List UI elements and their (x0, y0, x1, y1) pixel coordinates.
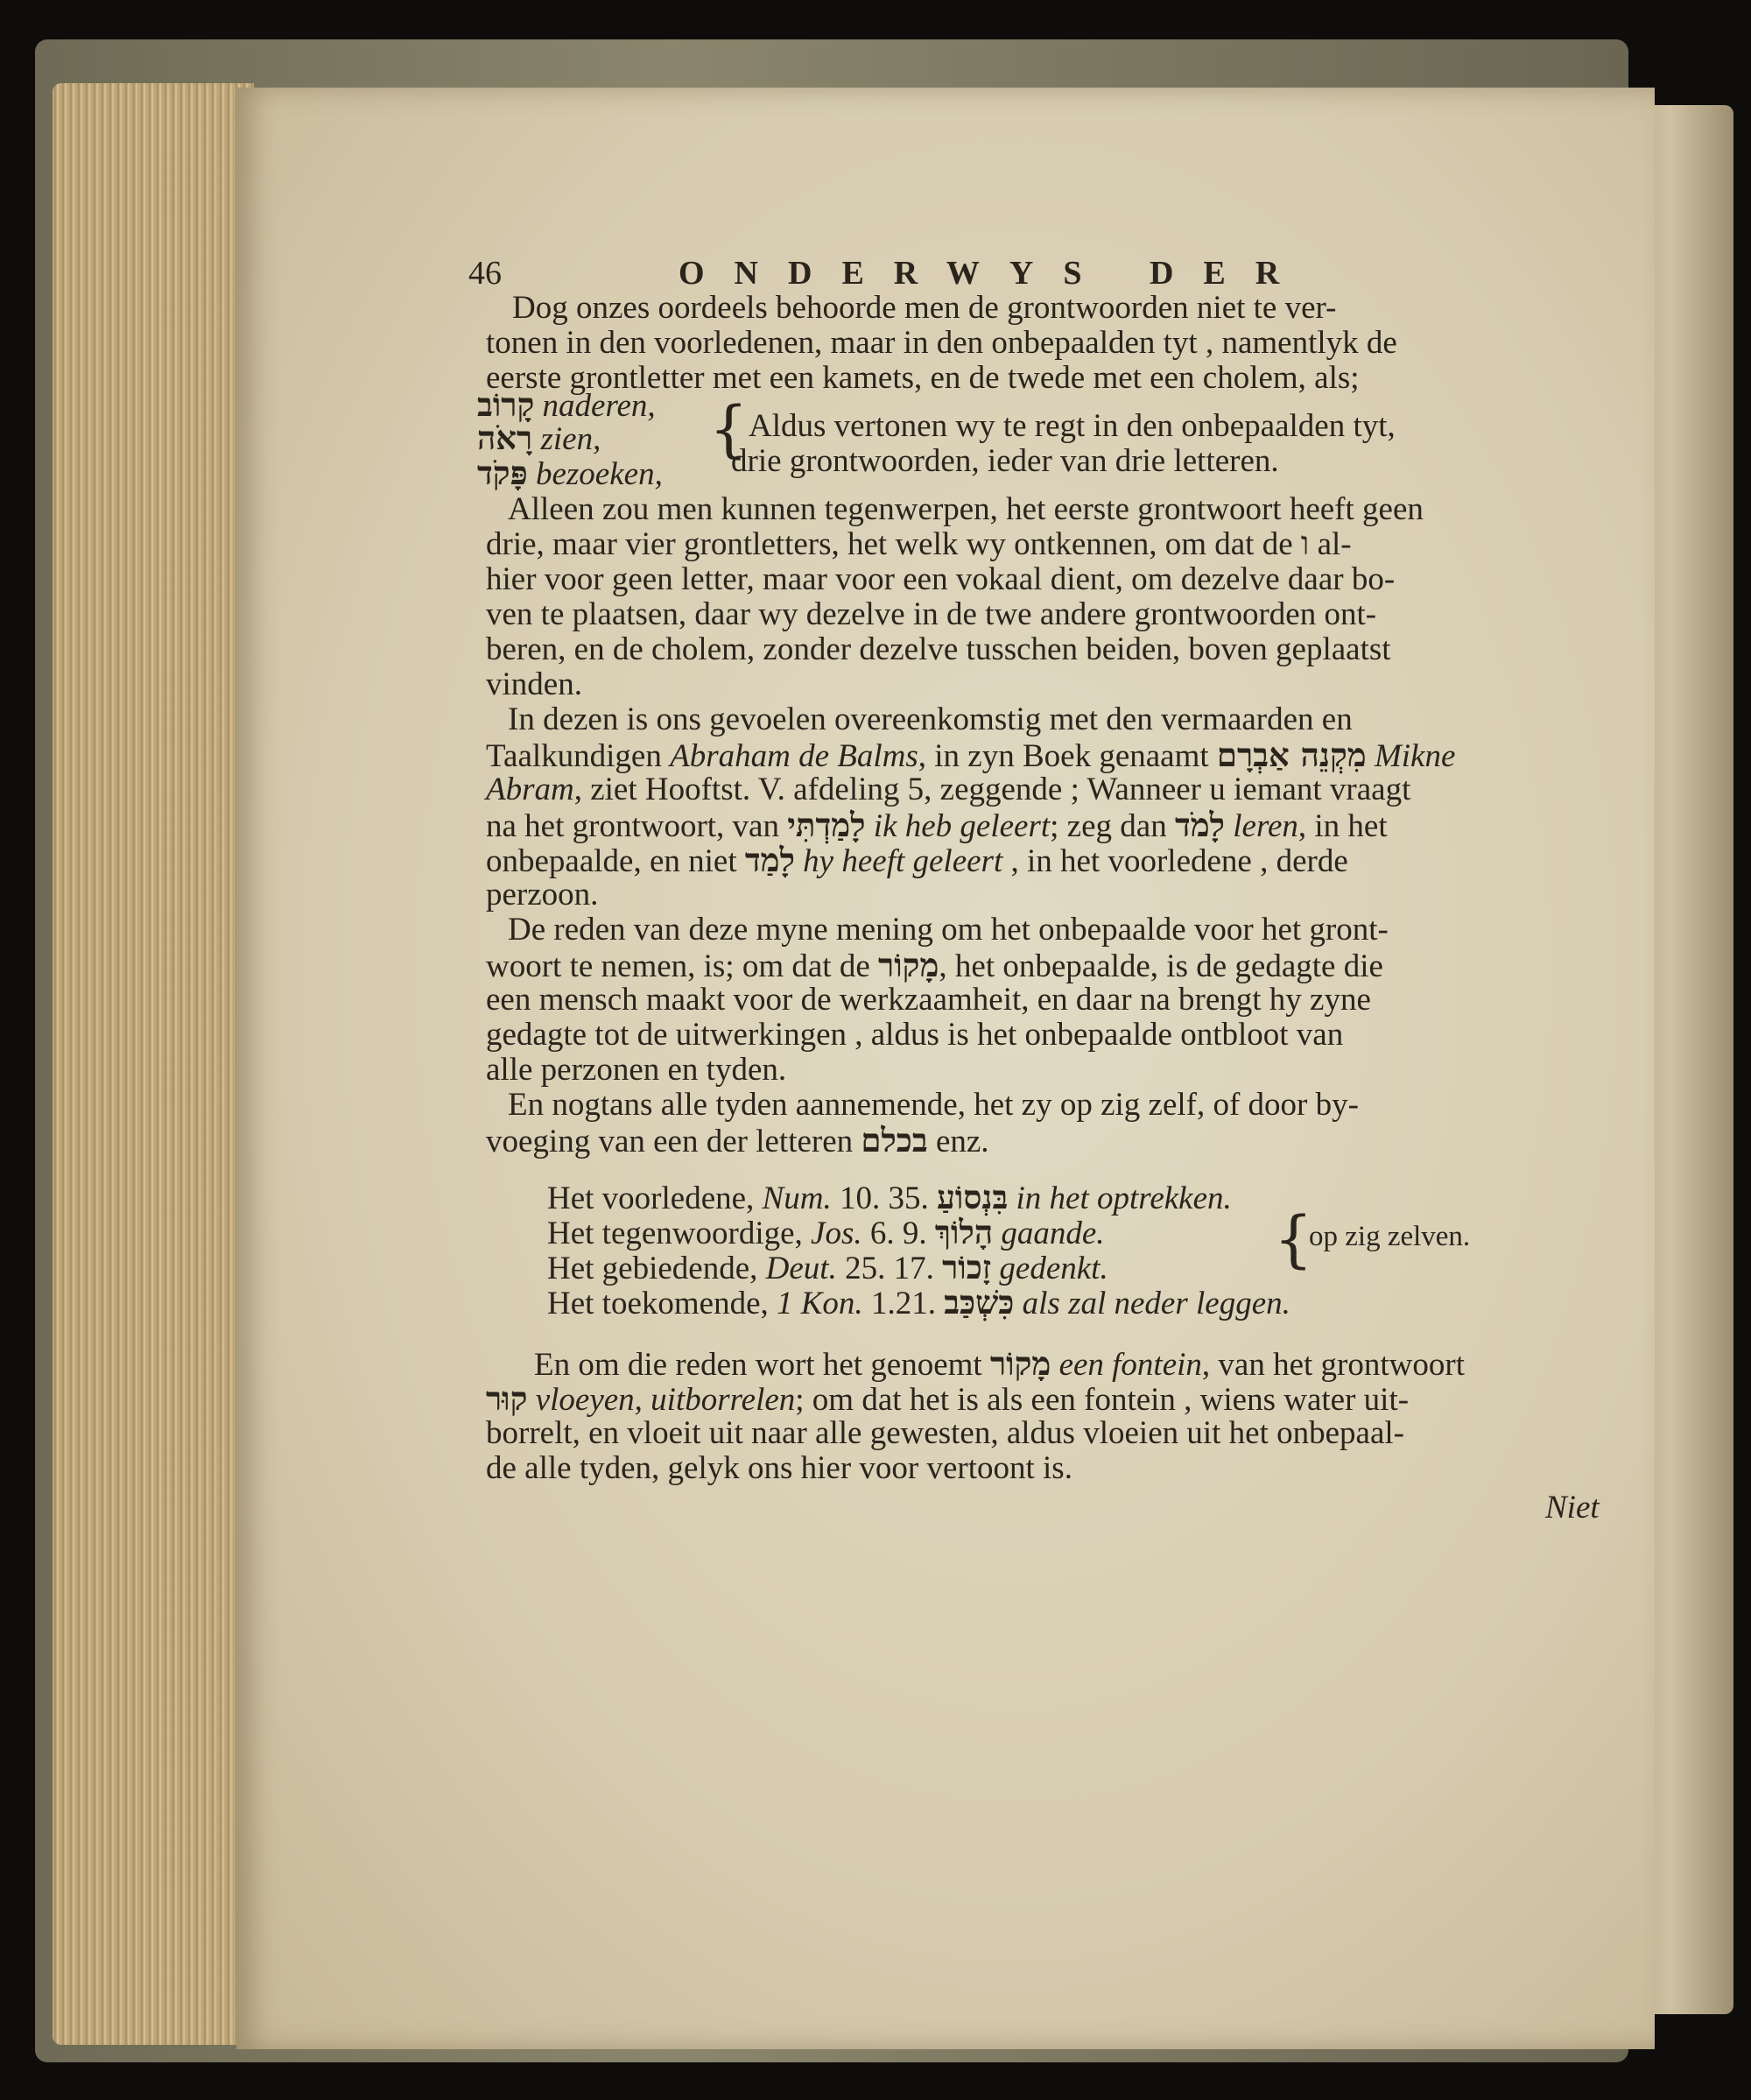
text-line: woort te nemen, is; om dat de מָקוֹר, het onbepaalde, is de gedagte die (486, 946, 1383, 984)
text-line: op zig zelven. (1309, 1221, 1471, 1252)
text-line: drie grontwoorden, ieder van drie letteren. (731, 443, 1279, 479)
book-page (236, 88, 1655, 2049)
text-line: vinden. (486, 666, 582, 702)
hebrew-word: מִקְנֵה אַבְרָם (1216, 736, 1367, 774)
text-line: de alle tyden, gelyk ons hier voor vertoont is. (486, 1450, 1072, 1486)
catchword: Niet (1545, 1490, 1600, 1526)
example-row: Het tegenwoordige, Jos. 6. 9. הָלוֹךְ gaande. (547, 1213, 1105, 1251)
text-line: alle perzonen en tyden. (486, 1052, 787, 1088)
text-line: De reden van deze myne mening om het onbepaalde voor het gront- (508, 912, 1389, 948)
text-line: drie, maar vier grontletters, het welk wy ontkennen, om dat de ו al- (486, 526, 1352, 562)
gloss: naderen, (542, 388, 656, 424)
text-line: gedagte tot de uitwerkingen , aldus is het onbepaalde ontbloot van (486, 1017, 1344, 1053)
text-line: קוּר vloeyen, uitborrelen; om dat het is als een fontein , wiens water uit- (486, 1379, 1410, 1418)
gloss: zien, (540, 421, 601, 457)
author-name: Abraham de Balms (670, 738, 918, 774)
text-line: voeging van een der letteren בכלם enz. (486, 1121, 989, 1159)
example-row: Het toekomende, 1 Kon. 1.21. כִּשְׁכַּב als zal neder leggen. (547, 1283, 1290, 1321)
example-row (477, 454, 663, 494)
hebrew-word: הָלוֹךְ (934, 1213, 994, 1251)
hebrew-word: זָכוֹר (942, 1248, 992, 1286)
gloss: bezoeken, (535, 456, 663, 492)
text-line: Aldus vertonen wy te regt in den onbepaalden tyt, (749, 408, 1396, 444)
hebrew-word: מָקוֹר (989, 1344, 1051, 1383)
text-line: Dog onzes oordeels behoorde men de grontwoorden niet te ver- (512, 290, 1337, 326)
hebrew-word: קוּר (486, 1379, 528, 1418)
hebrew-word: קָרוֹב (477, 385, 535, 424)
hebrew-word: בכלם (861, 1121, 928, 1159)
text-line: Abram, ziet Hooftst. V. afdeling 5, zeggende ; Wanneer u iemant vraagt (486, 772, 1411, 807)
text-line: een mensch maakt voor de werkzaamheit, en daar na brengt hy zyne (486, 982, 1371, 1018)
brace-icon: { (1274, 1203, 1313, 1275)
page-number: 46 (468, 255, 502, 292)
text-line: borrelt, en vloeit uit naar alle gewesten, aldus vloeien uit het onbepaal- (486, 1415, 1404, 1451)
text-line: na het grontwoort, van לָמַדְתִּי ik heb geleert; zeg dan לָמֹד leren, in het (486, 806, 1388, 844)
text-line: En om die reden wort het genoemt מָקוֹר een fontein, van het grontwoort (534, 1344, 1465, 1383)
brace-icon: { (709, 393, 749, 465)
text-line: perzoon. (486, 877, 599, 913)
hebrew-word: מָקוֹר (878, 946, 939, 984)
hebrew-word: רָאֹה (477, 419, 533, 457)
example-row: Het gebiedende, Deut. 25. 17. זָכוֹר gedenkt. (547, 1248, 1108, 1286)
hebrew-word: לָמֹד (1174, 806, 1225, 844)
hebrew-word: פָּקֹד (477, 454, 528, 492)
text-line: hier voor geen letter, maar voor een vokaal dient, om dezelve daar bo- (486, 561, 1396, 597)
text-line: In dezen is ons gevoelen overeenkomstig met den vermaarden en (508, 701, 1353, 737)
hebrew-word: לָמַד (744, 841, 795, 879)
text-line: Alleen zou men kunnen tegenwerpen, het eerste grontwoort heeft geen (508, 491, 1424, 527)
hebrew-word: בִּנְסוֹעַ (936, 1178, 1009, 1216)
text-line: eerste grontletter met een kamets, en de twede met een cholem, als; (486, 360, 1360, 396)
example-row: Het voorledene, Num. 10. 35. בִּנְסוֹעַ in het optrekken. (547, 1178, 1232, 1216)
hebrew-word: כִּשְׁכַּב (944, 1283, 1015, 1321)
text-line: ven te plaatsen, daar wy dezelve in de twe andere grontwoorden ont- (486, 596, 1377, 632)
running-head: ONDERWYS DER (679, 255, 1310, 292)
text-line: beren, en de cholem, zonder dezelve tusschen beiden, boven geplaatst (486, 631, 1391, 667)
text-line: Taalkundigen Abraham de Balms, in zyn Boek genaamt מִקְנֵה אַבְרָם Mikne (486, 736, 1456, 774)
page-edges (53, 83, 254, 2045)
text-line: tonen in den voorledenen, maar in den onbepaalden tyt , namentlyk de (486, 325, 1397, 361)
text-line: onbepaalde, en niet לָמַד hy heeft geleert , in het voorledene , derde (486, 841, 1348, 879)
hebrew-word: לָמַדְתִּי (787, 806, 866, 844)
text-line: En nogtans alle tyden aannemende, het zy op zig zelf, of door by- (508, 1087, 1359, 1123)
